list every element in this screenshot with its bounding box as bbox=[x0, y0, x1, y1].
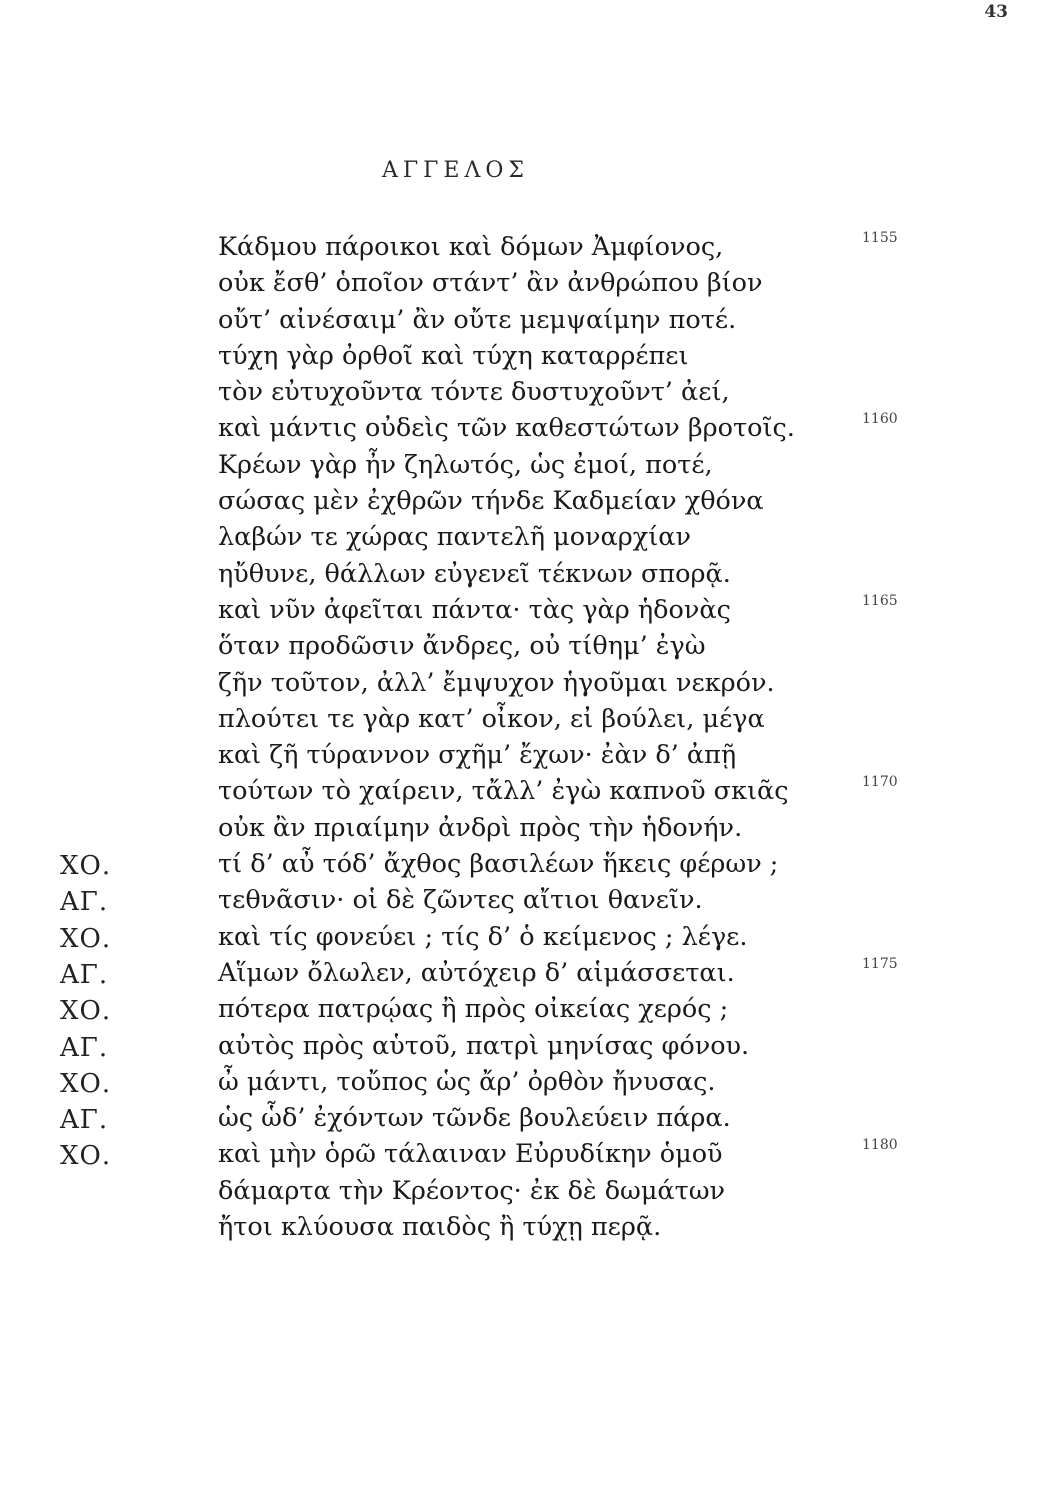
verse-text: τύχη γὰρ ὀρθοῖ καὶ τύχη καταρρέπει bbox=[218, 340, 689, 371]
speaker-label: ΑΓ. bbox=[60, 1105, 109, 1136]
verse-text: ἤτοι κλύουσα παιδὸς ἢ τύχῃ περᾷ. bbox=[218, 1212, 662, 1243]
verse-text: πλούτει τε γὰρ κατ’ οἶκον, εἰ βούλει, μέγα bbox=[218, 703, 765, 734]
verse-text: δάμαρτα τὴν Κρέοντος· ἐκ δὲ δωμάτων bbox=[218, 1175, 726, 1206]
verse-line bbox=[0, 230, 1058, 266]
verse-line bbox=[0, 266, 1058, 302]
line-number: 1180 bbox=[862, 1137, 898, 1154]
verse-line bbox=[0, 992, 1058, 1028]
verse-line bbox=[0, 883, 1058, 919]
speaker-label: ΧΟ. bbox=[60, 1068, 112, 1099]
verse-text: πότερα πατρῴας ἢ πρὸς οἰκείας χερός ; bbox=[218, 994, 729, 1025]
verse-line bbox=[0, 448, 1058, 484]
line-number: 1160 bbox=[862, 411, 898, 428]
verse-line bbox=[0, 1174, 1058, 1210]
verse-line bbox=[0, 1065, 1058, 1101]
verse-line bbox=[0, 411, 1058, 447]
verse-line bbox=[0, 520, 1058, 556]
verse-line bbox=[0, 1137, 1058, 1173]
speaker-label: ΧΟ. bbox=[60, 996, 112, 1027]
line-number: 1165 bbox=[862, 592, 898, 609]
verse-line bbox=[0, 702, 1058, 738]
verse-text: ζῆν τοῦτον, ἀλλ’ ἔμψυχον ἡγοῦμαι νεκρόν. bbox=[218, 667, 775, 698]
verse-text: οὐκ ἂν πριαίμην ἀνδρὶ πρὸς τὴν ἡδονήν. bbox=[218, 812, 743, 843]
verse-text: καὶ νῦν ἀφεῖται πάντα· τὰς γὰρ ἡδονὰς bbox=[218, 594, 731, 625]
verse-line bbox=[0, 1210, 1058, 1246]
verse-line bbox=[0, 629, 1058, 665]
verse-text: Κάδμου πάροικοι καὶ δόμων Ἀμφίονος, bbox=[218, 232, 724, 262]
speaker-label: ΑΓ. bbox=[60, 887, 109, 918]
verse-line bbox=[0, 303, 1058, 339]
verse-text: καὶ μάντις οὐδεὶς τῶν καθεστώτων βροτοῖς. bbox=[218, 413, 795, 444]
verse-text: ηὔθυνε, θάλλων εὐγενεῖ τέκνων σπορᾷ. bbox=[218, 558, 731, 589]
verse-text: ὅταν προδῶσιν ἄνδρες, οὐ τίθημ’ ἐγὼ bbox=[218, 631, 706, 662]
verse-text: ὡς ὧδ’ ἐχόντων τῶνδε βουλεύειν πάρα. bbox=[218, 1103, 731, 1134]
section-heading: ΑΓΓΕΛΟΣ bbox=[382, 158, 529, 183]
speaker-label: ΑΓ. bbox=[60, 959, 109, 990]
verse-text: οὐκ ἔσθ’ ὁποῖον στάντ’ ἂν ἀνθρώπου βίον bbox=[218, 268, 763, 299]
speaker-label: ΑΓ. bbox=[60, 1032, 109, 1063]
verse-line bbox=[0, 1029, 1058, 1065]
verse-text: Κρέων γὰρ ἦν ζηλωτός, ὡς ἐμοί, ποτέ, bbox=[218, 449, 713, 480]
verse-line bbox=[0, 339, 1058, 375]
page-number: 43 bbox=[984, 2, 1008, 22]
speaker-label: ΧΟ. bbox=[60, 923, 112, 954]
verse-block bbox=[0, 230, 1058, 1246]
line-number: 1175 bbox=[862, 955, 898, 972]
verse-line bbox=[0, 1101, 1058, 1137]
verse-text: Αἵμων ὄλωλεν, αὐτόχειρ δ’ αἱμάσσεται. bbox=[218, 957, 735, 988]
verse-line bbox=[0, 738, 1058, 774]
verse-text: οὔτ’ αἰνέσαιμ’ ἂν οὔτε μεμψαίμην ποτέ. bbox=[218, 304, 737, 335]
verse-line bbox=[0, 557, 1058, 593]
speaker-label: ΧΟ. bbox=[60, 1141, 112, 1172]
verse-line bbox=[0, 811, 1058, 847]
verse-line bbox=[0, 774, 1058, 810]
verse-text: καὶ ζῆ τύραννον σχῆμ’ ἔχων· ἐὰν δ’ ἀπῇ bbox=[218, 740, 737, 771]
verse-text: αὐτὸς πρὸς αὑτοῦ, πατρὶ μηνίσας φόνου. bbox=[218, 1030, 750, 1061]
verse-line bbox=[0, 593, 1058, 629]
verse-text: λαβών τε χώρας παντελῆ μοναρχίαν bbox=[218, 522, 691, 553]
verse-line bbox=[0, 666, 1058, 702]
verse-text: τὸν εὐτυχοῦντα τόντε δυστυχοῦντ’ ἀεί, bbox=[218, 377, 730, 408]
verse-text: τί δ’ αὖ τόδ’ ἄχθος βασιλέων ἥκεις φέρων ; bbox=[218, 849, 779, 880]
verse-text: τεθνᾶσιν· οἱ δὲ ζῶντες αἴτιοι θανεῖν. bbox=[218, 885, 703, 916]
line-number: 1170 bbox=[862, 774, 898, 791]
verse-text: σώσας μὲν ἐχθρῶν τήνδε Καδμείαν χθόνα bbox=[218, 486, 764, 517]
verse-text: ὦ μάντι, τοὔπος ὡς ἄρ’ ὀρθὸν ἤνυσας. bbox=[218, 1066, 716, 1097]
verse-line bbox=[0, 956, 1058, 992]
verse-line bbox=[0, 484, 1058, 520]
verse-line bbox=[0, 920, 1058, 956]
speaker-label: ΧΟ. bbox=[60, 851, 112, 882]
verse-line bbox=[0, 847, 1058, 883]
verse-line bbox=[0, 375, 1058, 411]
line-number: 1155 bbox=[862, 230, 898, 246]
verse-text: καὶ τίς φονεύει ; τίς δ’ ὁ κείμενος ; λέγε. bbox=[218, 921, 748, 952]
verse-text: τούτων τὸ χαίρειν, τἄλλ’ ἐγὼ καπνοῦ σκιᾶς bbox=[218, 776, 789, 807]
verse-text: καὶ μὴν ὁρῶ τάλαιναν Εὐρυδίκην ὁμοῦ bbox=[218, 1139, 723, 1170]
